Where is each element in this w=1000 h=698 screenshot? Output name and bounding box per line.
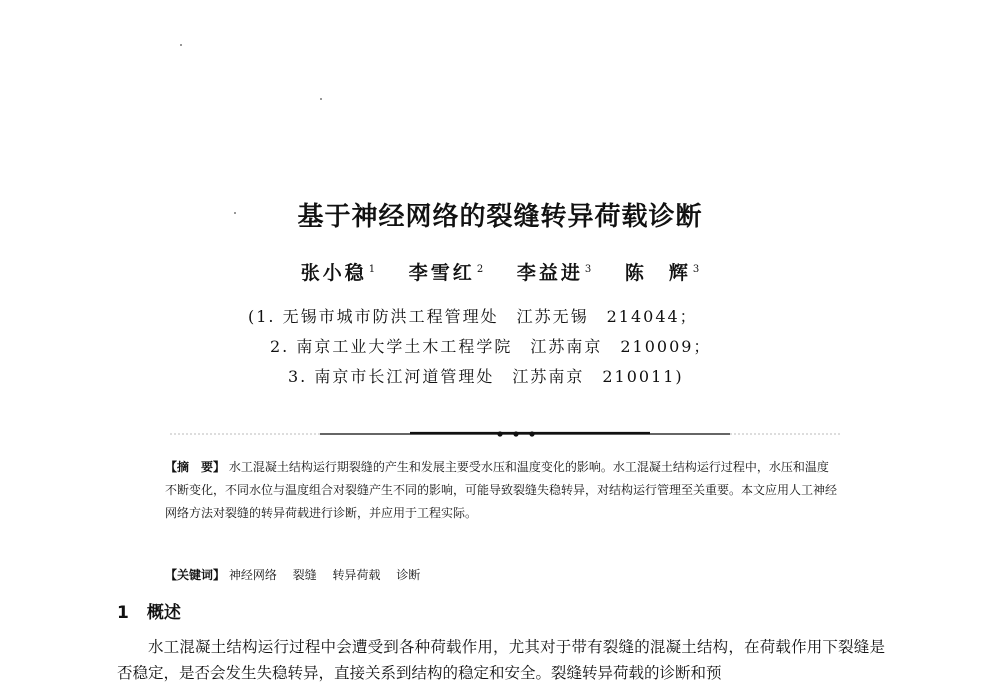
keywords-label: 【关键词】: [165, 568, 226, 582]
decorative-divider: [170, 427, 840, 441]
abstract-text: 水工混凝土结构运行期裂缝的产生和发展主要受水压和温度变化的影响。水工混凝土结构运行过程中，水压和温度不断变化，不同水位与温度组合对裂缝产生不同的影响，可能导致裂缝失稳转异，对结构运行管理至关重要。本文应用人工神经网络方法对裂缝的转异荷载进行诊断，并应用于工程实际。: [165, 460, 838, 520]
keyword: 神经网络: [228, 568, 277, 582]
keyword: 裂缝: [292, 568, 317, 582]
scan-speck: [320, 98, 322, 100]
abstract-label: 【摘 要】: [165, 460, 226, 474]
author-list: [0, 258, 1000, 285]
keyword: 转异荷载: [332, 568, 381, 582]
author: 李雪红 $^2$: [408, 262, 484, 284]
section-heading: [117, 598, 181, 623]
section-title: 概述: [146, 603, 181, 623]
author: 张小稳 $^1$: [300, 262, 376, 284]
keywords: [165, 564, 837, 587]
section-number: 1: [117, 603, 129, 623]
author: 陈 辉 $^3$: [624, 262, 700, 284]
paper-title: 基于神经网络的裂缝转异荷载诊断: [297, 202, 703, 232]
affiliation: 3. 南京市长江河道管理处 江苏南京 210011): [288, 367, 684, 386]
abstract: [165, 456, 837, 525]
affiliation: (1. 无锡市城市防洪工程管理处 江苏无锡 214044；: [248, 307, 698, 326]
scan-speck: [180, 44, 182, 46]
body-paragraph: 水工混凝土结构运行过程中会遭受到各种荷载作用，尤其对于带有裂缝的混凝土结构，在荷载作用下裂缝是否稳定，是否会发生失稳转异，直接关系到结构的稳定和安全。裂缝转异荷载的诊断和预: [117, 638, 885, 682]
keyword: 诊断: [396, 568, 421, 582]
author: 李益进 $^3$: [516, 262, 592, 284]
affiliation: 2. 南京工业大学土木工程学院 江苏南京 210009；: [270, 337, 712, 356]
